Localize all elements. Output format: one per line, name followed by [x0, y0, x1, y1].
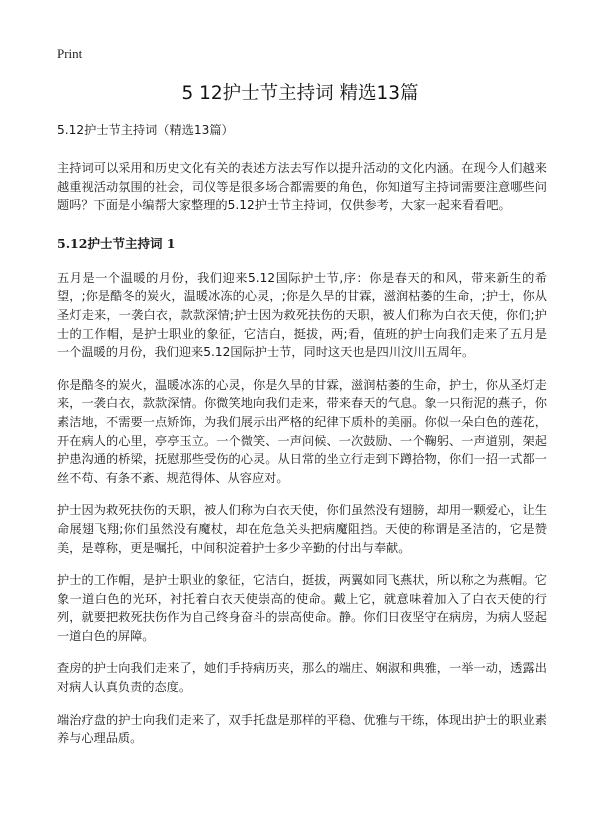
- body-paragraph: 五月是一个温暖的月份，我们迎来5.12国际护士节,序：你是春天的和风，带来新生的希望，;你是酷冬的炭火，温暖冰冻的心灵，;你是久旱的甘霖，滋润枯萎的生命，;护士，你从圣灯走来，一袭白衣，款款深情;护士因为救死扶伤的天职，被人们称为白衣天使，你们;护士的工作帽，是护士职业的象征，它洁白，挺拔，两;看，值班的护士向我们走来了五月是一个温暖的月份，我们迎来5.12国际护士节，同时这天也是四川汶川五周年。: [57, 270, 547, 360]
- section-heading: 5.12护士节主持词 1: [57, 235, 176, 251]
- document-body: [57, 121, 547, 762]
- body-paragraph: 护士的工作帽，是护士职业的象征，它洁白，挺拔，两翼如同飞燕状，所以称之为燕帽。它象一道白色的光环，衬托着白衣天使崇高的使命。戴上它，就意味着加入了白衣天使的行列，就要把救死扶伤作为自己终身奋斗的崇高使命。静。你们日夜坚守在病房，为病人竖起一道白色的屏障。: [57, 573, 547, 643]
- body-paragraph: 护士因为救死扶伤的天职，被人们称为白衣天使，你们虽然没有翅膀，却用一颗爱心，让生命展翅飞翔;你们虽然没有魔杖，却在危急关头把病魔阻挡。天使的称谓是圣洁的，它是赞美，是尊称，更是嘱托，中间积淀着护士多少辛勤的付出与奉献。: [57, 503, 547, 555]
- body-paragraph: 端治疗盘的护士向我们走来了，双手托盘是那样的平稳、优雅与干练，体现出护士的职业素养与心理品质。: [57, 712, 547, 746]
- print-link[interactable]: Print: [57, 46, 83, 61]
- document-title: 5 12护士节主持词 精选13篇: [181, 83, 419, 104]
- body-paragraph: 查房的护士向我们走来了，她们手持病历夹，那么的端庄、娴淑和典雅，一举一动，透露出对病人认真负责的态度。: [57, 661, 547, 695]
- document-subtitle: 5.12护士节主持词（精选13篇）: [57, 123, 234, 137]
- body-paragraph: 你是酷冬的炭火，温暖冰冻的心灵，你是久旱的甘霖，滋润枯萎的生命，护士，你从圣灯走来，一袭白衣，款款深情。你微笑地向我们走来，带来春天的气息。象一只衔泥的燕子，你素洁地，不需要一点矫饰，为我们展示出严格的纪律下质朴的美丽。你似一朵白色的莲花，开在病人的心里，亭亭玉立。一个微笑、一声问候、一次鼓励、一个鞠躬、一声道别，架起护患沟通的桥梁，抚慰那些受伤的心灵。从日常的坐立行走到下蹲拾物，你们一招一式都一丝不苟、有条不紊、规范得体、从容应对。: [57, 377, 547, 485]
- intro-paragraph: 主持词可以采用和历史文化有关的表述方法去写作以提升活动的文化内涵。在现今人们越来越重视活动氛围的社会，司仪等是很多场合都需要的角色，你知道写主持词需要注意哪些问题吗？下面是小编帮大家整理的5.12护士节主持词，仅供参考，大家一起来看看吧。: [57, 161, 547, 213]
